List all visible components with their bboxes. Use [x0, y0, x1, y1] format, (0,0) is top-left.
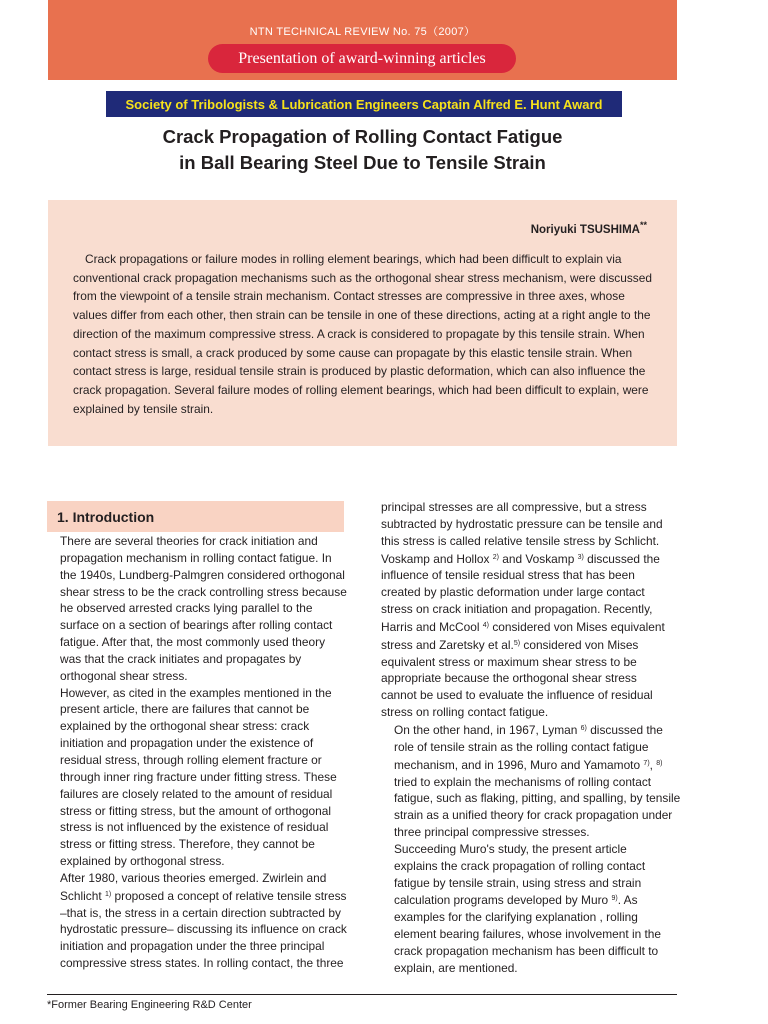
text-line: explain, are mentioned. — [394, 960, 518, 975]
right-column — [381, 499, 681, 977]
text-line — [381, 756, 681, 774]
text-line: failures are closely related to the amount of residual — [60, 786, 333, 801]
text-fragment: Schlicht — [60, 888, 102, 903]
text-line: appropriate because the orthogonal shear stress — [381, 671, 637, 686]
text-line: stress on crack initiation and propagation. Recently, — [381, 602, 653, 617]
text-fragment: stress and Zaretsky et al. — [381, 637, 514, 652]
text-line: There are several theories for crack initiation and — [60, 534, 318, 548]
text-fragment: discussed the — [586, 722, 663, 737]
text-line: the 1940s, Lundberg-Palmgren considered orthogonal — [60, 567, 345, 582]
text-line: hydrostatic pressure– discussing its influence on crack — [60, 922, 347, 937]
text-line — [381, 721, 681, 739]
text-line: three principal compressive stresses. — [394, 825, 590, 840]
abstract-box — [48, 200, 677, 446]
text-line — [47, 887, 345, 905]
text-line: subtracted by hydrostatic pressure can be tensile and — [381, 516, 663, 531]
footnote: *Former Bearing Engineering R&D Center — [47, 999, 252, 1011]
text-line: Succeeding Muro's study, the present article — [394, 841, 627, 856]
text-line: fatigue, such as flaking, pitting, and spalling, by tensile — [394, 791, 681, 806]
text-fragment: Voskamp and Hollox — [381, 551, 490, 566]
text-line: principal stresses are all compressive, but a stress — [381, 500, 647, 514]
reference-mark: 9) — [611, 895, 618, 903]
reference-mark: 3) — [577, 553, 584, 561]
text-line: surface on a section of bearings after rolling contact — [60, 618, 333, 633]
reference-mark: 5) — [513, 639, 521, 647]
paragraph — [47, 685, 345, 870]
text-line: compressive stress states. In rolling contact, the three — [60, 956, 344, 971]
text-line: explained by orthogonal stress. — [60, 854, 225, 869]
text-line: stress or fitting stress, but the amount of orthogonal — [60, 803, 331, 818]
text-fragment: . As — [617, 893, 638, 908]
text-line: orthogonal shear stress. — [60, 668, 188, 683]
reference-mark: 8) — [656, 759, 663, 767]
text-line: However, as cited in the examples mentioned in the — [60, 685, 332, 700]
text-line: cannot be used to evaluate the influence of residual — [381, 688, 653, 703]
section-heading-introduction: 1. Introduction — [47, 501, 344, 532]
text-fragment: calculation programs developed by Muro — [394, 893, 609, 908]
text-line: this stress is called relative tensile stress by Schlicht. — [381, 533, 660, 548]
footnote-divider — [47, 994, 677, 995]
reference-mark: 2) — [492, 553, 499, 561]
text-line: crack propagation mechanism has been difficult to — [394, 943, 659, 958]
text-line: fatigue by tensile strain, using stress and strain — [394, 875, 642, 890]
text-fragment: and Voskamp — [498, 551, 575, 566]
text-line — [381, 891, 681, 909]
text-line: stress on rolling contact fatigue. — [381, 705, 549, 720]
text-line: present article, there are failures that cannot be — [60, 702, 310, 717]
text-line: propagation mechanism in rolling contact fatigue. In — [60, 550, 332, 565]
reference-mark: 1) — [104, 890, 112, 898]
text-line: fatigue. After that, the most commonly used theory — [60, 635, 326, 650]
text-line: initiation and propagation under the three principal — [60, 939, 325, 954]
paragraph — [47, 870, 345, 972]
text-line: –that is, the stress in a certain direction subtracted by — [60, 905, 341, 920]
reference-mark: 4) — [482, 621, 490, 629]
author-footnote-mark: ** — [639, 220, 647, 230]
title-line-2: in Ball Bearing Steel Due to Tensile Strain — [179, 152, 546, 173]
text-line — [381, 618, 681, 636]
text-fragment: proposed a concept of relative tensile stress — [111, 888, 347, 903]
text-line: equivalent stress or maximum shear stress to be — [381, 654, 637, 669]
award-articles-banner: Presentation of award-winning articles — [208, 44, 516, 73]
text-fragment: Harris and McCool — [381, 619, 480, 634]
text-line: created by plastic deformation under large contact — [381, 585, 645, 600]
text-line: explained by the orthogonal shear stress: crack — [60, 719, 310, 734]
text-fragment: mechanism, and in 1996, Muro and Yamamoto — [394, 757, 641, 772]
journal-line: NTN TECHNICAL REVIEW No. 75（2007） — [249, 26, 476, 38]
title-line-1: Crack Propagation of Rolling Contact Fatigue — [162, 126, 563, 147]
text-line: stress or fitting stress. Therefore, they cannot be — [60, 837, 315, 852]
paragraph — [47, 533, 345, 685]
text-line: tried to explain the mechanisms of rolling contact — [394, 774, 652, 789]
text-line: After 1980, various theories emerged. Zwirlein and — [60, 870, 327, 885]
text-line: role of tensile strain as the rolling contact fatigue — [394, 739, 649, 754]
reference-mark: 6) — [580, 724, 587, 732]
paragraph — [381, 841, 681, 977]
text-line: residual stress, through rolling element fracture or — [60, 752, 322, 767]
text-line — [381, 636, 681, 654]
text-line: influence of tensile residual stress that has been — [381, 568, 635, 583]
text-line — [381, 550, 681, 568]
text-fragment: On the other hand, in 1967, Lyman — [394, 722, 578, 737]
text-line: element bearing failures, whose involvement in the — [394, 927, 662, 942]
text-line: strain as a unified theory for crack propagation under — [394, 808, 673, 823]
text-line: through inner ring fracture under fitting stress. These — [60, 769, 337, 784]
reference-mark: 7) — [643, 759, 650, 767]
abstract-text: Crack propagations or failure modes in rolling element bearings, which had been difficult to explain via conventional crack propagation mechanisms such as the orthogonal shear stress mechanism, were discussed from the viewpoint of a tensile strain mechanism. Contact stresses are compressive in three axes, whose values differ from each other, then strain can be tensile in one of these directions, acting at a right angle to the direction of the maximum compressive stress. A crack is considered to propagate by this tensile strain. When contact stress is small, a crack produced by some cause can propagate by this elastic tensile strain. When contact stress is large, residual tensile strain is produced by plastic deformation, which can also influence the crack propagation. Several failure modes of rolling element bearings, which had been difficult to explain, were explained by tensile strain. — [73, 252, 652, 416]
text-fragment: , — [649, 757, 657, 772]
paragraph — [381, 499, 681, 721]
award-title: Society of Tribologists & Lubrication Engineers Captain Alfred E. Hunt Award — [106, 91, 622, 117]
text-line: he observed arrested cracks lying parallel to the — [60, 601, 313, 616]
paragraph — [381, 721, 681, 841]
author-name: Noriyuki TSUSHIMA — [530, 223, 640, 236]
author — [531, 220, 647, 236]
text-line: was that the crack initiates and propagates by — [60, 651, 302, 666]
text-fragment: considered von Mises equivalent — [489, 619, 665, 634]
text-fragment: considered von Mises — [520, 637, 639, 652]
header-band — [48, 0, 677, 80]
article-title — [48, 124, 677, 176]
text-fragment: discussed the — [583, 551, 660, 566]
text-line: examples for the clarifying explanation , rolling — [394, 910, 638, 925]
text-line: stress is not influenced by the existence of residual — [60, 820, 329, 835]
text-line: shear stress to be the crack controlling stress because — [60, 584, 347, 599]
text-line: explains the crack propagation of rolling contact — [394, 858, 646, 873]
left-column — [47, 533, 345, 972]
text-line: initiation and propagation under the existence of — [60, 736, 314, 751]
